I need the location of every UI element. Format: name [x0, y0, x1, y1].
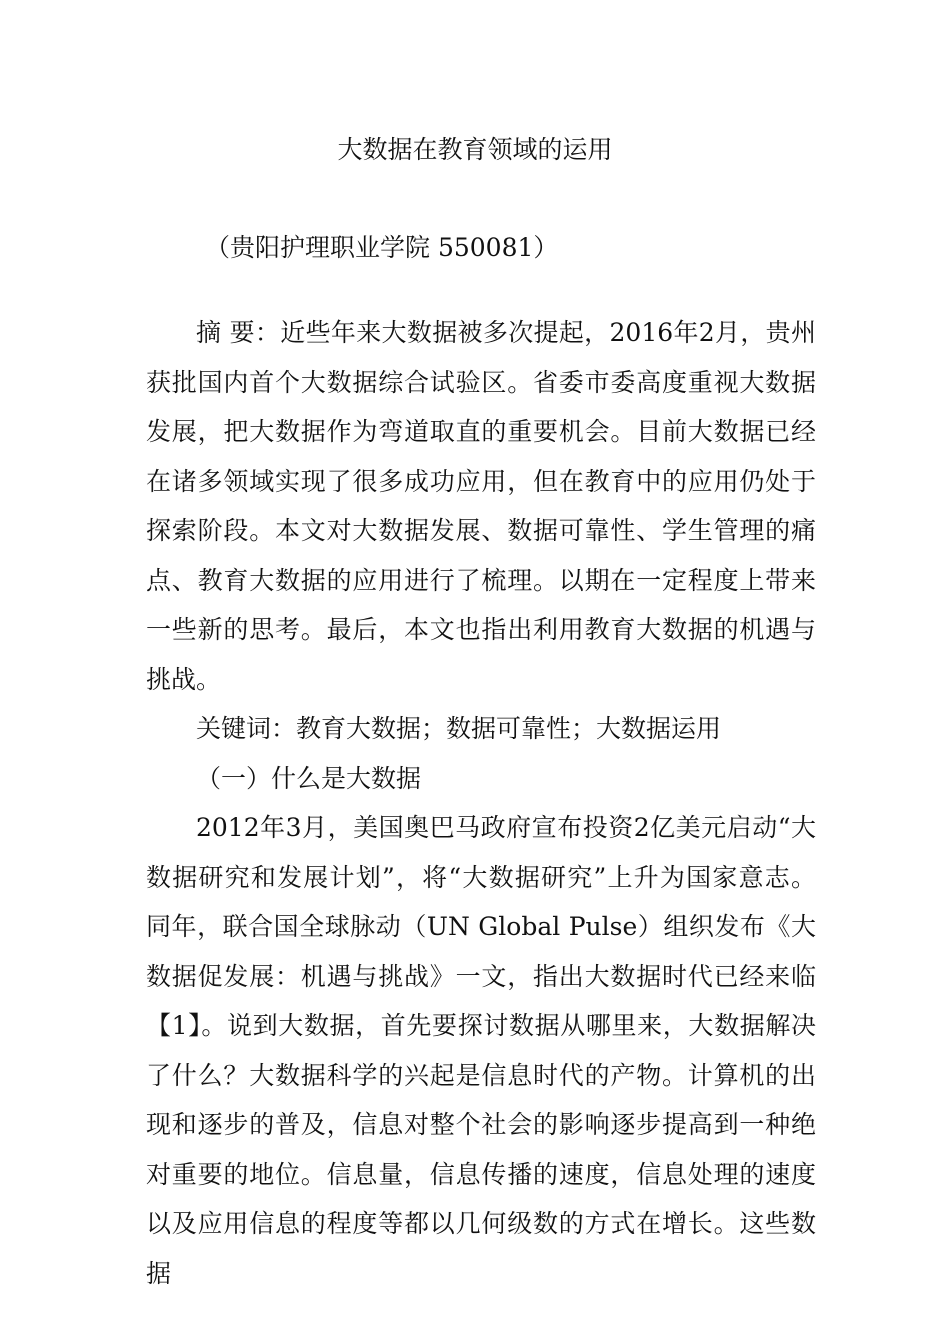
document-title: 大数据在教育领域的运用	[337, 135, 613, 164]
author-affiliation: （贵阳护理职业学院 550081）	[205, 233, 559, 262]
section-paragraph: 2012年3月，美国奥巴马政府宣布投资2亿美元启动“大数据研究和发展计划”，将“大数据研究”上升为国家意志。 同年，联合国全球脉动（UN Global Pulse）组织发布《大数据促发展：机遇与挑战》一文，指出大数据时代已经来临【1】。说到大数据，首先要探讨数据从哪里来，大数据解决了什么？大数据科学的兴起是信息时代的产物。计算机的出现和逐步的普及，信息对整个社会的影响逐步提高到一种绝对重要的地位。信息量，信息传播的速度，信息处理的速度以及应用信息的程度等都以几何级数的方式在增长。这些数据	[146, 813, 816, 1288]
abstract-paragraph: 摘 要：近些年来大数据被多次提起，2016年2月，贵州获批国内首个大数据综合试验区。省委市委高度重视大数据发展，把大数据作为弯道取直的重要机会。目前大数据已经在诸多领域实现了很多成功应用，但在教育中的应用仍处于探索阶段。本文对大数据发展、数据可靠性、学生管理的痛点、教育大数据的应用进行了梳理。以期在一定程度上带来一些新的思考。最后，本文也指出利用教育大数据的机遇与挑战。	[146, 318, 816, 694]
document-body	[146, 308, 816, 1298]
section-heading: （一）什么是大数据	[196, 763, 422, 793]
keywords-line: 关键词：教育大数据；数据可靠性；大数据运用	[196, 714, 722, 743]
